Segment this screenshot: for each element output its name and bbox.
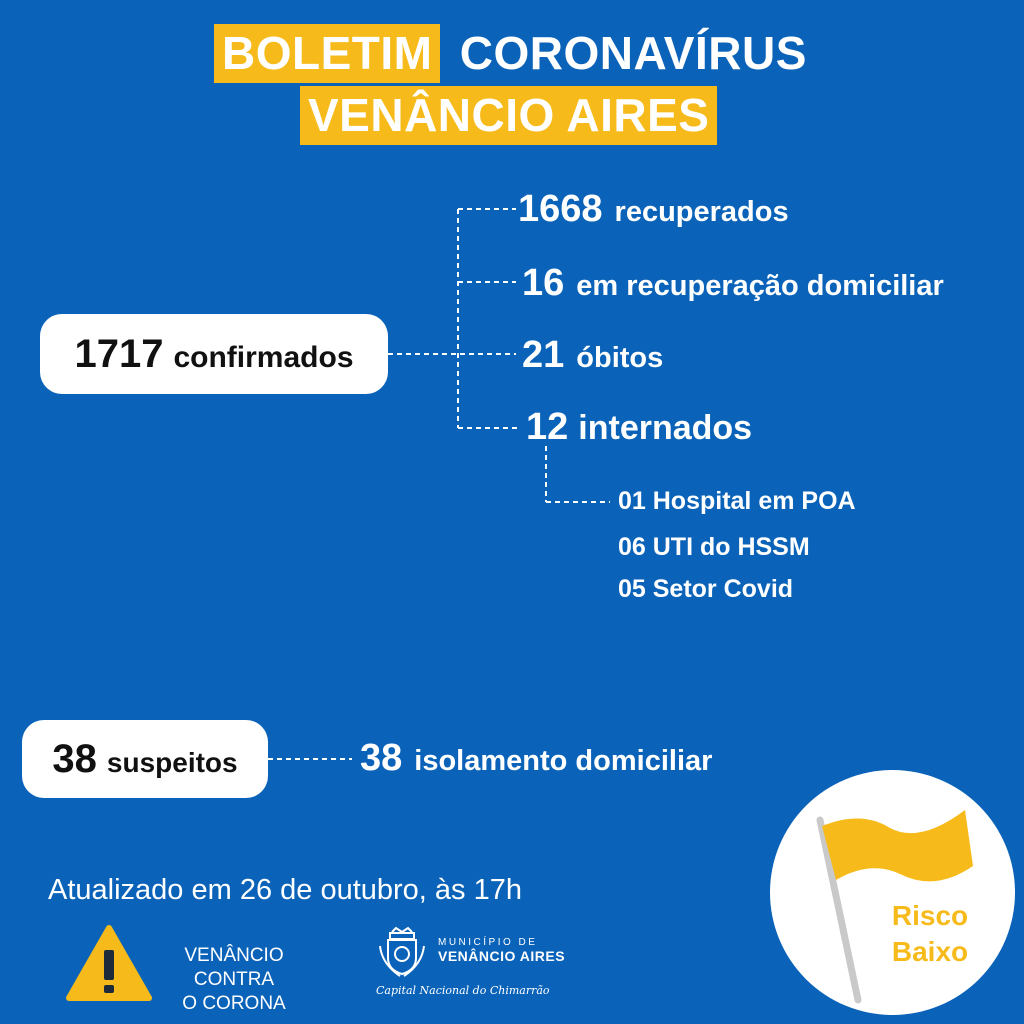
municipality-small: MUNICÍPIO DE (438, 937, 538, 948)
stat-label: internados (578, 409, 753, 447)
flag-icon (770, 770, 1015, 1015)
stat-recuperados (518, 188, 789, 231)
stat-obitos (522, 334, 663, 377)
confirmed-label: confirmados (173, 341, 354, 374)
suspects-label: suspeitos (106, 747, 238, 778)
stat-number: 16 (522, 262, 565, 304)
municipality-name (438, 937, 565, 964)
confirmed-number: 1717 (74, 332, 164, 376)
updated-text: Atualizado em 26 de outubro, às 17h (48, 874, 522, 906)
campaign-line-2: O CORONA (182, 992, 286, 1014)
stat-number: 1668 (518, 188, 603, 230)
stat-label: óbitos (576, 342, 664, 374)
stat-isolamento (360, 737, 712, 780)
risk-line-2: Baixo (891, 936, 969, 968)
stat-number: 12 (526, 406, 569, 448)
stat-em-recuperacao (522, 262, 944, 305)
stat-number: 21 (522, 334, 565, 376)
warning-icon (66, 924, 152, 1002)
suspects-number: 38 (52, 737, 97, 781)
risk-text (870, 898, 990, 971)
city-highlight: VENÂNCIO AIRES (300, 86, 717, 145)
stat-label: isolamento domiciliar (414, 745, 713, 777)
stat-label: em recuperação domiciliar (576, 270, 944, 302)
stat-internados (526, 406, 752, 449)
risk-line-1: Risco (891, 900, 969, 931)
internados-detail-hospital: 01 Hospital em POA (618, 487, 856, 515)
internados-detail-uti: 06 UTI do HSSM (618, 533, 810, 561)
stat-label: recuperados (614, 196, 789, 228)
municipality-tagline: Capital Nacional do Chimarrão (376, 984, 550, 997)
campaign-line-1: VENÂNCIO CONTRA (184, 945, 284, 990)
suspects-pill (22, 720, 268, 798)
campaign-text (146, 944, 322, 1015)
confirmed-pill (40, 314, 388, 394)
internados-detail-setor: 05 Setor Covid (618, 575, 794, 603)
risk-badge (770, 770, 1015, 1015)
title-word: CORONAVÍRUS (459, 27, 807, 79)
title-highlight: BOLETIM (214, 24, 440, 83)
coat-of-arms-icon (374, 924, 430, 980)
municipality-title: VENÂNCIO AIRES (438, 948, 566, 964)
stat-number: 38 (360, 737, 403, 779)
